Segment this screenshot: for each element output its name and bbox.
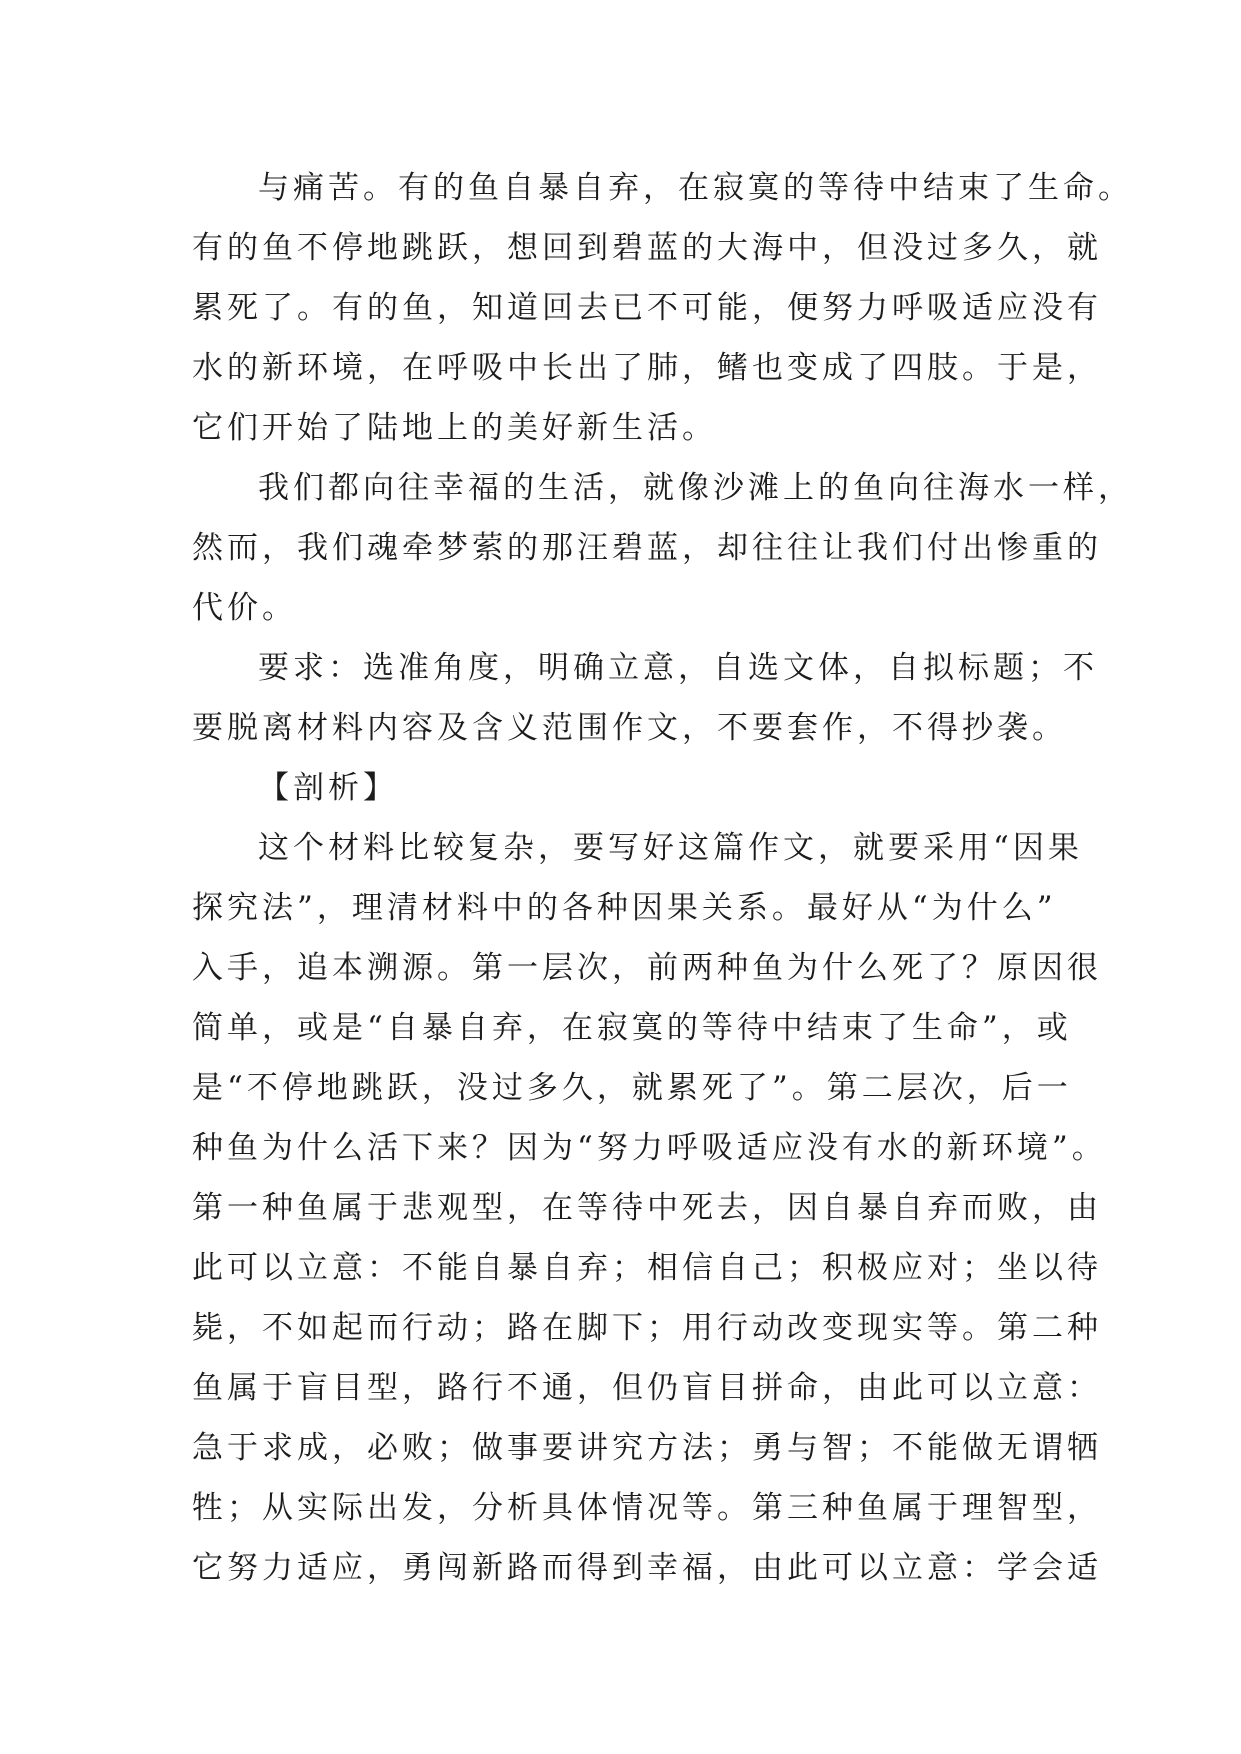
document-body: [192, 158, 1133, 1598]
text-line: 这个材料比较复杂，要写好这篇作文，就要采用“因果: [258, 830, 1083, 866]
text-line: 急于求成，必败；做事要讲究方法；勇与智；不能做无谓牺: [192, 1430, 1102, 1466]
text-line: 毙，不如起而行动；路在脚下；用行动改变现实等。第二种: [192, 1310, 1102, 1346]
text-line: 第一种鱼属于悲观型，在等待中死去，因自暴自弃而败，由: [192, 1190, 1102, 1226]
text-line: 它努力适应，勇闯新路而得到幸福，由此可以立意：学会适: [192, 1550, 1102, 1586]
text-line: 累死了。有的鱼，知道回去已不可能，便努力呼吸适应没有: [192, 290, 1102, 326]
text-line: 牲；从实际出发，分析具体情况等。第三种鱼属于理智型，: [192, 1490, 1102, 1526]
text-line: 与痛苦。有的鱼自暴自弃，在寂寞的等待中结束了生命。: [258, 170, 1133, 206]
text-line: 水的新环境，在呼吸中长出了肺，鳍也变成了四肢。于是，: [192, 350, 1102, 386]
text-line: 我们都向往幸福的生活，就像沙滩上的鱼向往海水一样，: [258, 470, 1133, 506]
text-line: 然而，我们魂牵梦萦的那汪碧蓝，却往往让我们付出惨重的: [192, 530, 1102, 566]
text-line: 种鱼为什么活下来？因为“努力呼吸适应没有水的新环境”。: [192, 1130, 1107, 1166]
section-heading: 【剖析】: [258, 770, 398, 806]
text-line: 简单，或是“自暴自弃，在寂寞的等待中结束了生命”，或: [192, 1010, 1072, 1046]
text-line: 代价。: [192, 590, 297, 626]
text-line: 探究法”，理清材料中的各种因果关系。最好从“为什么”: [192, 890, 1057, 926]
text-line: 要脱离材料内容及含义范围作文，不要套作，不得抄袭。: [192, 710, 1067, 746]
text-line: 鱼属于盲目型，路行不通，但仍盲目拼命，由此可以立意：: [192, 1370, 1102, 1406]
text-line: 它们开始了陆地上的美好新生活。: [192, 410, 717, 446]
text-line: 此可以立意：不能自暴自弃；相信自己；积极应对；坐以待: [192, 1250, 1102, 1286]
text-line: 入手，追本溯源。第一层次，前两种鱼为什么死了？原因很: [192, 950, 1102, 986]
text-line: 是“不停地跳跃，没过多久，就累死了”。第二层次，后一: [192, 1070, 1072, 1106]
text-line: 要求：选准角度，明确立意，自选文体，自拟标题；不: [258, 650, 1098, 686]
text-line: 有的鱼不停地跳跃，想回到碧蓝的大海中，但没过多久，就: [192, 230, 1102, 266]
